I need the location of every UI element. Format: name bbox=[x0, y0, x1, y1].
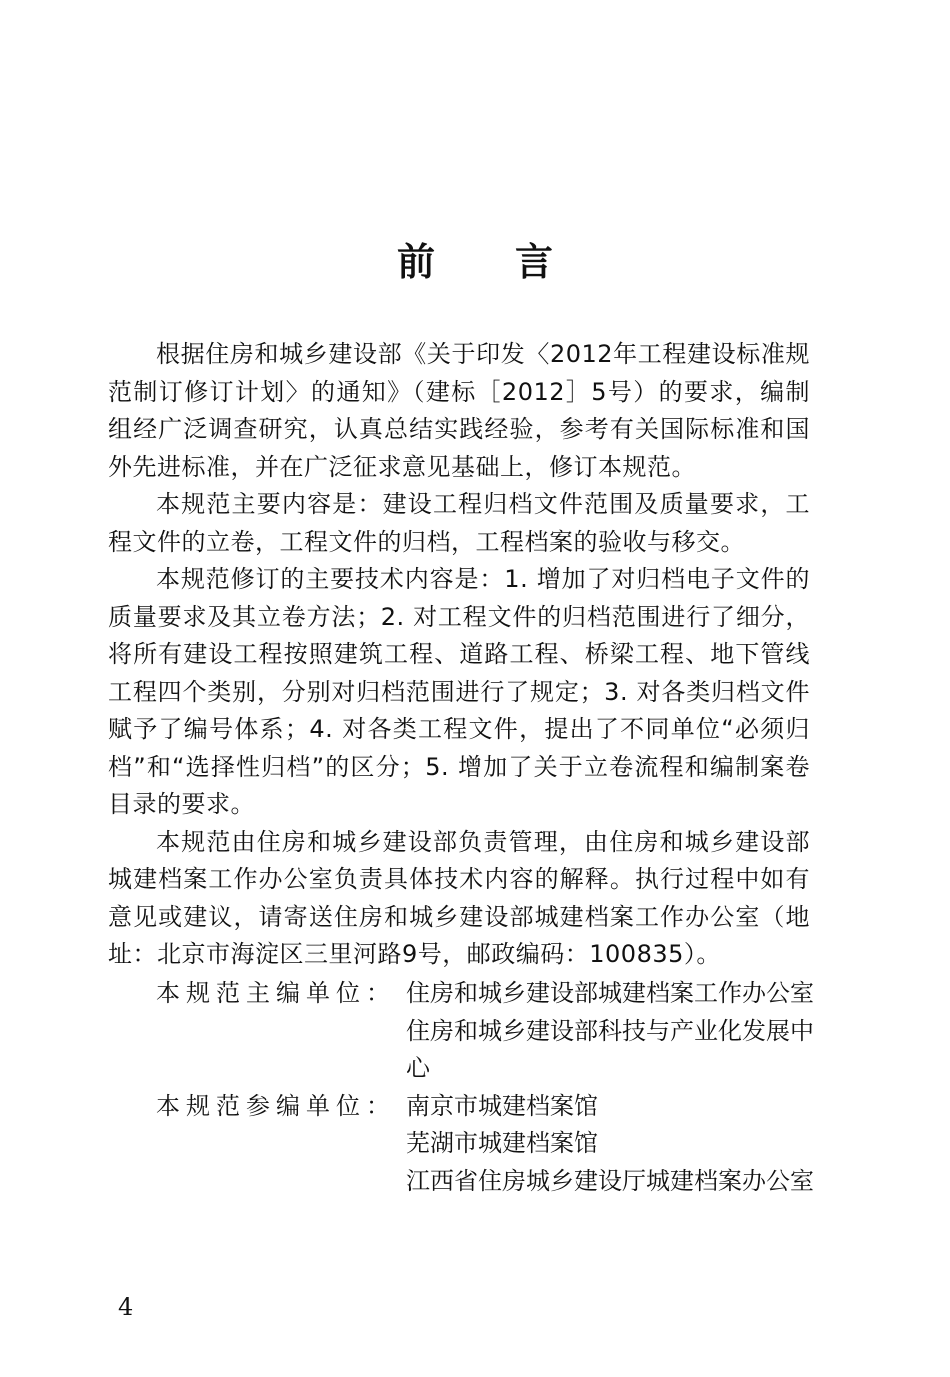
chief-unit-item: 住房和城乡建设部城建档案工作办公室 bbox=[406, 979, 814, 1007]
chief-units-row bbox=[156, 975, 816, 1088]
title-char-1: 前 bbox=[396, 240, 435, 284]
page-number: 4 bbox=[118, 1293, 134, 1321]
participating-unit-item: 南京市城建档案馆 bbox=[406, 1091, 598, 1120]
page-title bbox=[0, 236, 950, 288]
chief-unit-item: 住房和城乡建设部科技与产业化发展中心 bbox=[406, 1016, 814, 1082]
participating-unit-item: 芜湖市城建档案馆 bbox=[406, 1129, 598, 1157]
paragraph-main-content: 本规范主要内容是：建设工程归档文件范围及质量要求，工程文件的立卷，工程文件的归档，工程档案的验收与移交。 bbox=[108, 490, 810, 556]
units-section bbox=[156, 975, 816, 1200]
participating-units-label: 本规范参编单位： bbox=[156, 1091, 396, 1120]
chief-units-label: 本规范主编单位： bbox=[156, 979, 396, 1007]
paragraph-basis: 根据住房和城乡建设部《关于印发〈2012年工程建设标准规范制订修订计划〉的通知》（建标［2012］5号）的要求，编制组经广泛调查研究，认真总结实践经验，参考有关国际标准和国外先进标准，并在广泛征求意见基础上，修订本规范。 bbox=[108, 340, 810, 481]
participating-unit-item: 江西省住房城乡建设厅城建档案办公室 bbox=[406, 1166, 814, 1195]
chief-units-list bbox=[406, 975, 816, 1088]
participating-units-row bbox=[156, 1088, 816, 1201]
paragraph-revision: 本规范修订的主要技术内容是：1. 增加了对归档电子文件的质量要求及其立卷方法；2. 对工程文件的归档范围进行了细分，将所有建设工程按照建筑工程、道路工程、桥梁工程、地下管线工程四个类别，分别对归档范围进行了规定；3. 对各类归档文件赋予了编号体系；4. 对各类工程文件，提出了不同单位“必须归档”和“选择性归档”的区分；5. 增加了关于立卷流程和编制案卷目录的要求。 bbox=[108, 565, 810, 818]
preface-body bbox=[108, 336, 810, 974]
paragraph-management: 本规范由住房和城乡建设部负责管理，由住房和城乡建设部城建档案工作办公室负责具体技术内容的解释。执行过程中如有意见或建议，请寄送住房和城乡建设部城建档案工作办公室（地址：北京市海淀区三里河路9号，邮政编码：100835）。 bbox=[108, 827, 810, 968]
title-char-2: 言 bbox=[515, 240, 554, 284]
participating-units-list bbox=[406, 1088, 816, 1201]
